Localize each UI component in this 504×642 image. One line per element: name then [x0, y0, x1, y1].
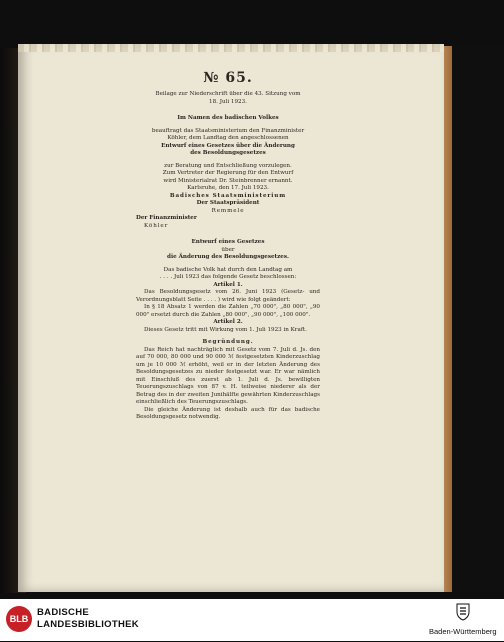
draft-heading-line-3: die Änderung des Besoldungsgesetzes.: [167, 254, 289, 260]
president-name: Remmele: [211, 207, 245, 214]
draft-heading-line-1: Entwurf eines Gesetzes: [191, 239, 265, 245]
enactment-line-2: . . . . Juli 1923 das folgende Gesetz beschlossen:: [159, 274, 297, 280]
draft-title-line-2: des Besoldungsgesetzes: [190, 150, 266, 156]
library-name-line-2: LANDESBIBLIOTHEK: [37, 619, 139, 630]
article-1-heading: Artikel 1.: [213, 281, 243, 288]
subtitle-line-2: 18. Juli 1923.: [209, 98, 247, 105]
president-title: Der Staatspräsident: [196, 200, 260, 206]
blb-logo-icon[interactable]: BLB: [6, 606, 32, 632]
article-2-heading: Artikel 2.: [213, 319, 243, 325]
reasoning-text: Das Reich hat nachträglich mit Gesetz vom 7. Juli d. Js. den auf 70 000, 80 000 und 90 000 ℳ festgesetzten Kinderzuschlag um je 10 000 ℳ erhöht, weil er in der letzten Änderung des Besoldungsgesetzes zu nieder festgesetzt war. Er war nämlich mit Einschluß des zuerst ab 1. Juli d. Js. bewilligten Teuerungszuschlags von 87 v. H. teilweise niederer als der Betrag des in der zweiten Junihälfte gewährten Kinderzuschlags einschließlich des Teuerungszuschlags.: [136, 346, 320, 405]
ministry-name: Badisches Staatsministerium: [169, 192, 287, 199]
article-2-text: Dieses Gesetz tritt mit Wirkung vom 1. Juli 1923 in Kraft.: [144, 326, 307, 333]
scan-background-right: [452, 46, 504, 592]
place-date: Karlsruhe, den 17. Juli 1923.: [187, 185, 269, 191]
enactment-line-1: Das badische Volk hat durch den Landtag am: [163, 266, 293, 273]
state-label: Baden-Württemberg: [429, 627, 497, 636]
finance-minister-title: Der Finanzminister: [136, 215, 197, 221]
intro-line-2: Köhler, dem Landtag den angeschlossenen: [167, 135, 289, 141]
article-1-text: Das Besoldungsgesetz vom 26. Juni 1923 (Gesetz- und Verordnungsblatt Seite . . . . ) wird wie folgt geändert:: [136, 289, 320, 303]
library-name-line-1: BADISCHE: [37, 607, 90, 618]
reasoning-heading: Begründung.: [202, 339, 254, 345]
heading-name-of-people: Im Namen des badischen Volkes: [177, 115, 279, 121]
subtitle-line-1: Beilage zur Niederschrift über die 43. Sitzung vom: [155, 91, 301, 97]
coat-of-arms-icon[interactable]: [455, 603, 471, 621]
draft-heading-line-2: über: [221, 246, 235, 253]
consult-line-2: Zum Vertreter der Regierung für den Entwurf: [162, 170, 294, 176]
consult-line-1: zur Beratung und Entschließung vorzulegen.: [164, 162, 292, 169]
page-text: [136, 70, 320, 422]
article-1-text-2: In § 18 Absatz 1 werden die Zahlen „70 000", „80 000", „90 000" ersetzt durch die Zahlen „80 000", „90 000", „100 000".: [136, 304, 320, 318]
draft-title-line-1: Entwurf eines Gesetzes über die Änderung: [161, 142, 295, 149]
document-number: № 65.: [203, 70, 253, 86]
consult-line-3: wird Ministerialrat Dr. Steinbrenner ernannt.: [163, 177, 293, 184]
library-name[interactable]: [37, 607, 139, 631]
reasoning-text-2: Die gleiche Änderung ist deshalb auch für das badische Besoldungsgesetz notwendig.: [136, 406, 320, 420]
intro-line-1: beauftragt das Staatsministerium den Finanzminister: [151, 127, 305, 134]
book-cover-edge: [444, 46, 452, 592]
finance-minister-name: Köhler: [144, 222, 169, 229]
